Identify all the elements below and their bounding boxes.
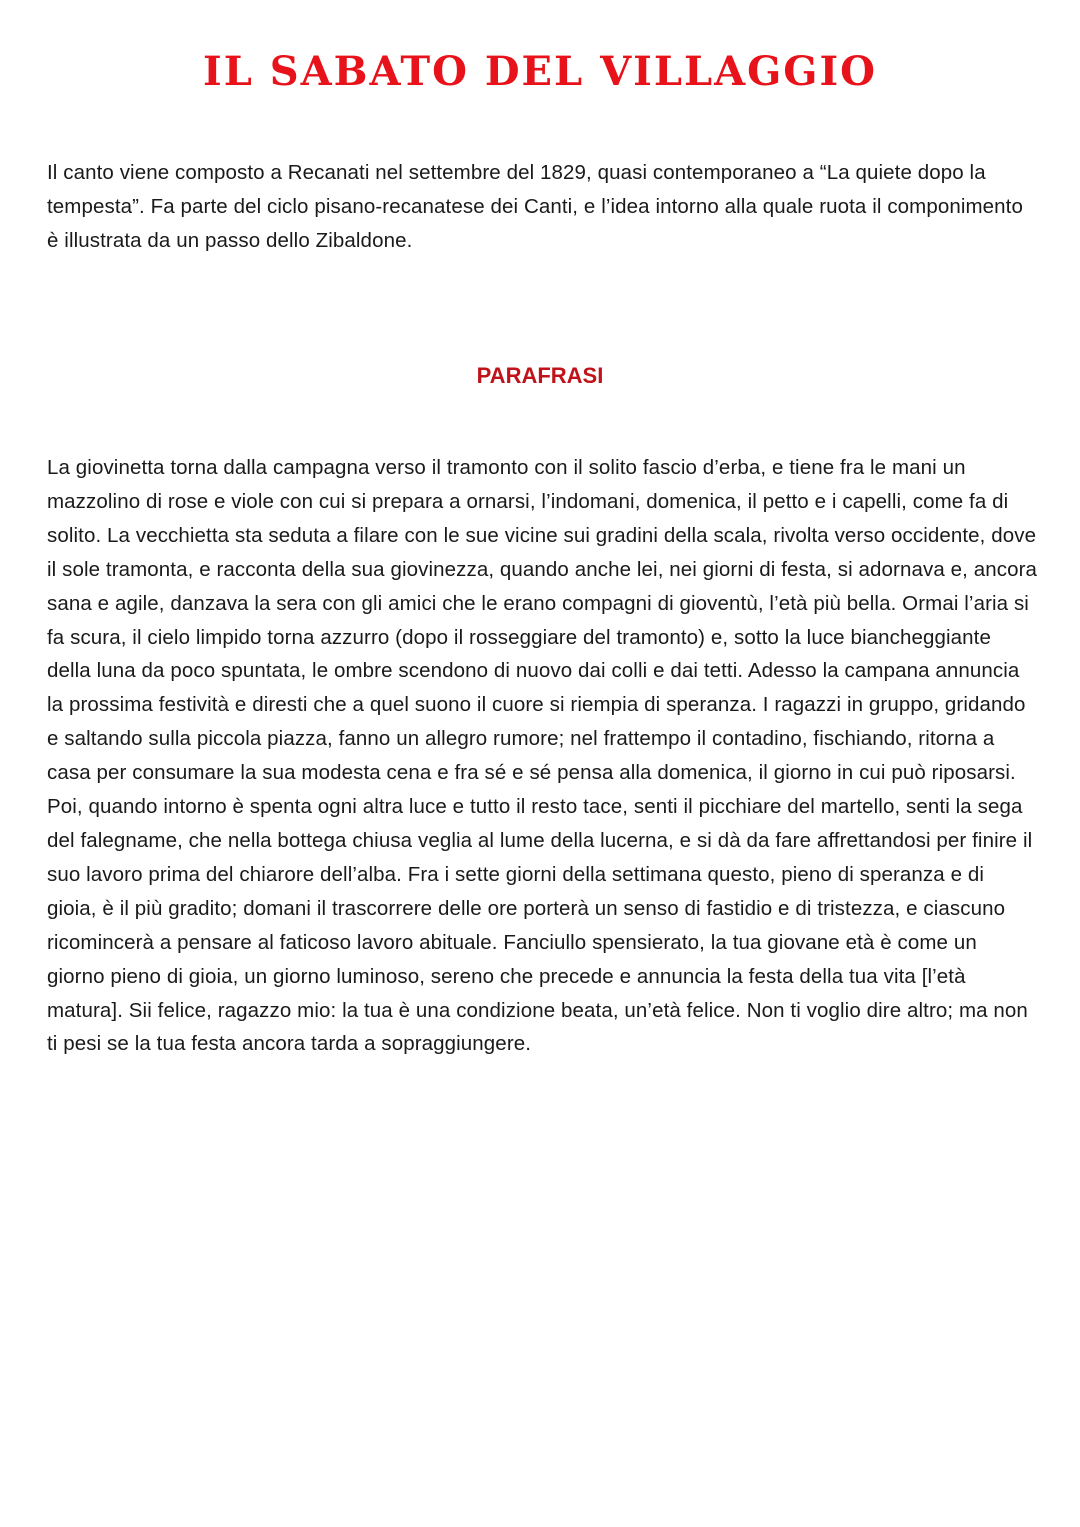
parafrasi-paragraph: La giovinetta torna dalla campagna verso il tramonto con il solito fascio d’erba, e tiene fra le mani un mazzolino di rose e viole con cui si prepara a ornarsi, l’indomani, domenica, il petto e i capelli, come fa di solito. La vecchietta sta seduta a filare con le sue vicine sui gradini della scala, rivolta verso occidente, dove il sole tramonta, e racconta della sua giovinezza, quando anche lei, nei giorni di festa, si adornava e, ancora sana e agile, danzava la sera con gli amici che le erano compagni di gioventù, l’età più bella. Ormai l’aria si fa scura, il cielo limpido torna azzurro (dopo il rosseggiare del tramonto) e, sotto la luce biancheggiante della luna da poco spuntata, le ombre scendono di nuovo dai colli e dai tetti. Adesso la campana annuncia la prossima festività e diresti che a quel suono il cuore si riempia di speranza. I ragazzi in gruppo, gridando e saltando sulla piccola piazza, fanno un allegro rumore; nel frattempo il contadino, fischiando, ritorna a casa per consumare la sua modesta cena e fra sé e sé pensa alla domenica, il giorno in cui può riposarsi. Poi, quando intorno è spenta ogni altra luce e tutto il resto tace, senti il picchiare del martello, senti la sega del falegname, che nella bottega chiusa veglia al lume della lucerna, e si dà da fare affrettandosi per finire il suo lavoro prima del chiarore dell’alba. Fra i sette giorni della settimana questo, pieno di speranza e di gioia, è il più gradito; domani il trascorrere delle ore porterà un senso di fastidio e di tristezza, e ciascuno ricomincerà a pensare al faticoso lavoro abituale. Fanciullo spensierato, la tua giovane età è come un giorno pieno di gioia, un giorno luminoso, sereno che precede e annuncia la festa della tua vita [l’età matura]. Sii felice, ragazzo mio: la tua è una condizione beata, un’età felice. Non ti voglio dire altro; ma non ti pesi se la tua festa ancora tarda a sopraggiungere.	[47, 456, 1038, 1056]
intro-paragraph: Il canto viene composto a Recanati nel settembre del 1829, quasi contemporaneo a “La quiete dopo la tempesta”. Fa parte del ciclo pisano-recanatese dei Canti, e l’idea intorno alla quale ruota il componimento è illustrata da un passo dello Zibaldone.	[47, 161, 1023, 252]
section-heading-parafrasi: PARAFRASI	[476, 363, 604, 388]
document-title: IL SABATO DEL VILLAGGIO	[202, 48, 877, 95]
